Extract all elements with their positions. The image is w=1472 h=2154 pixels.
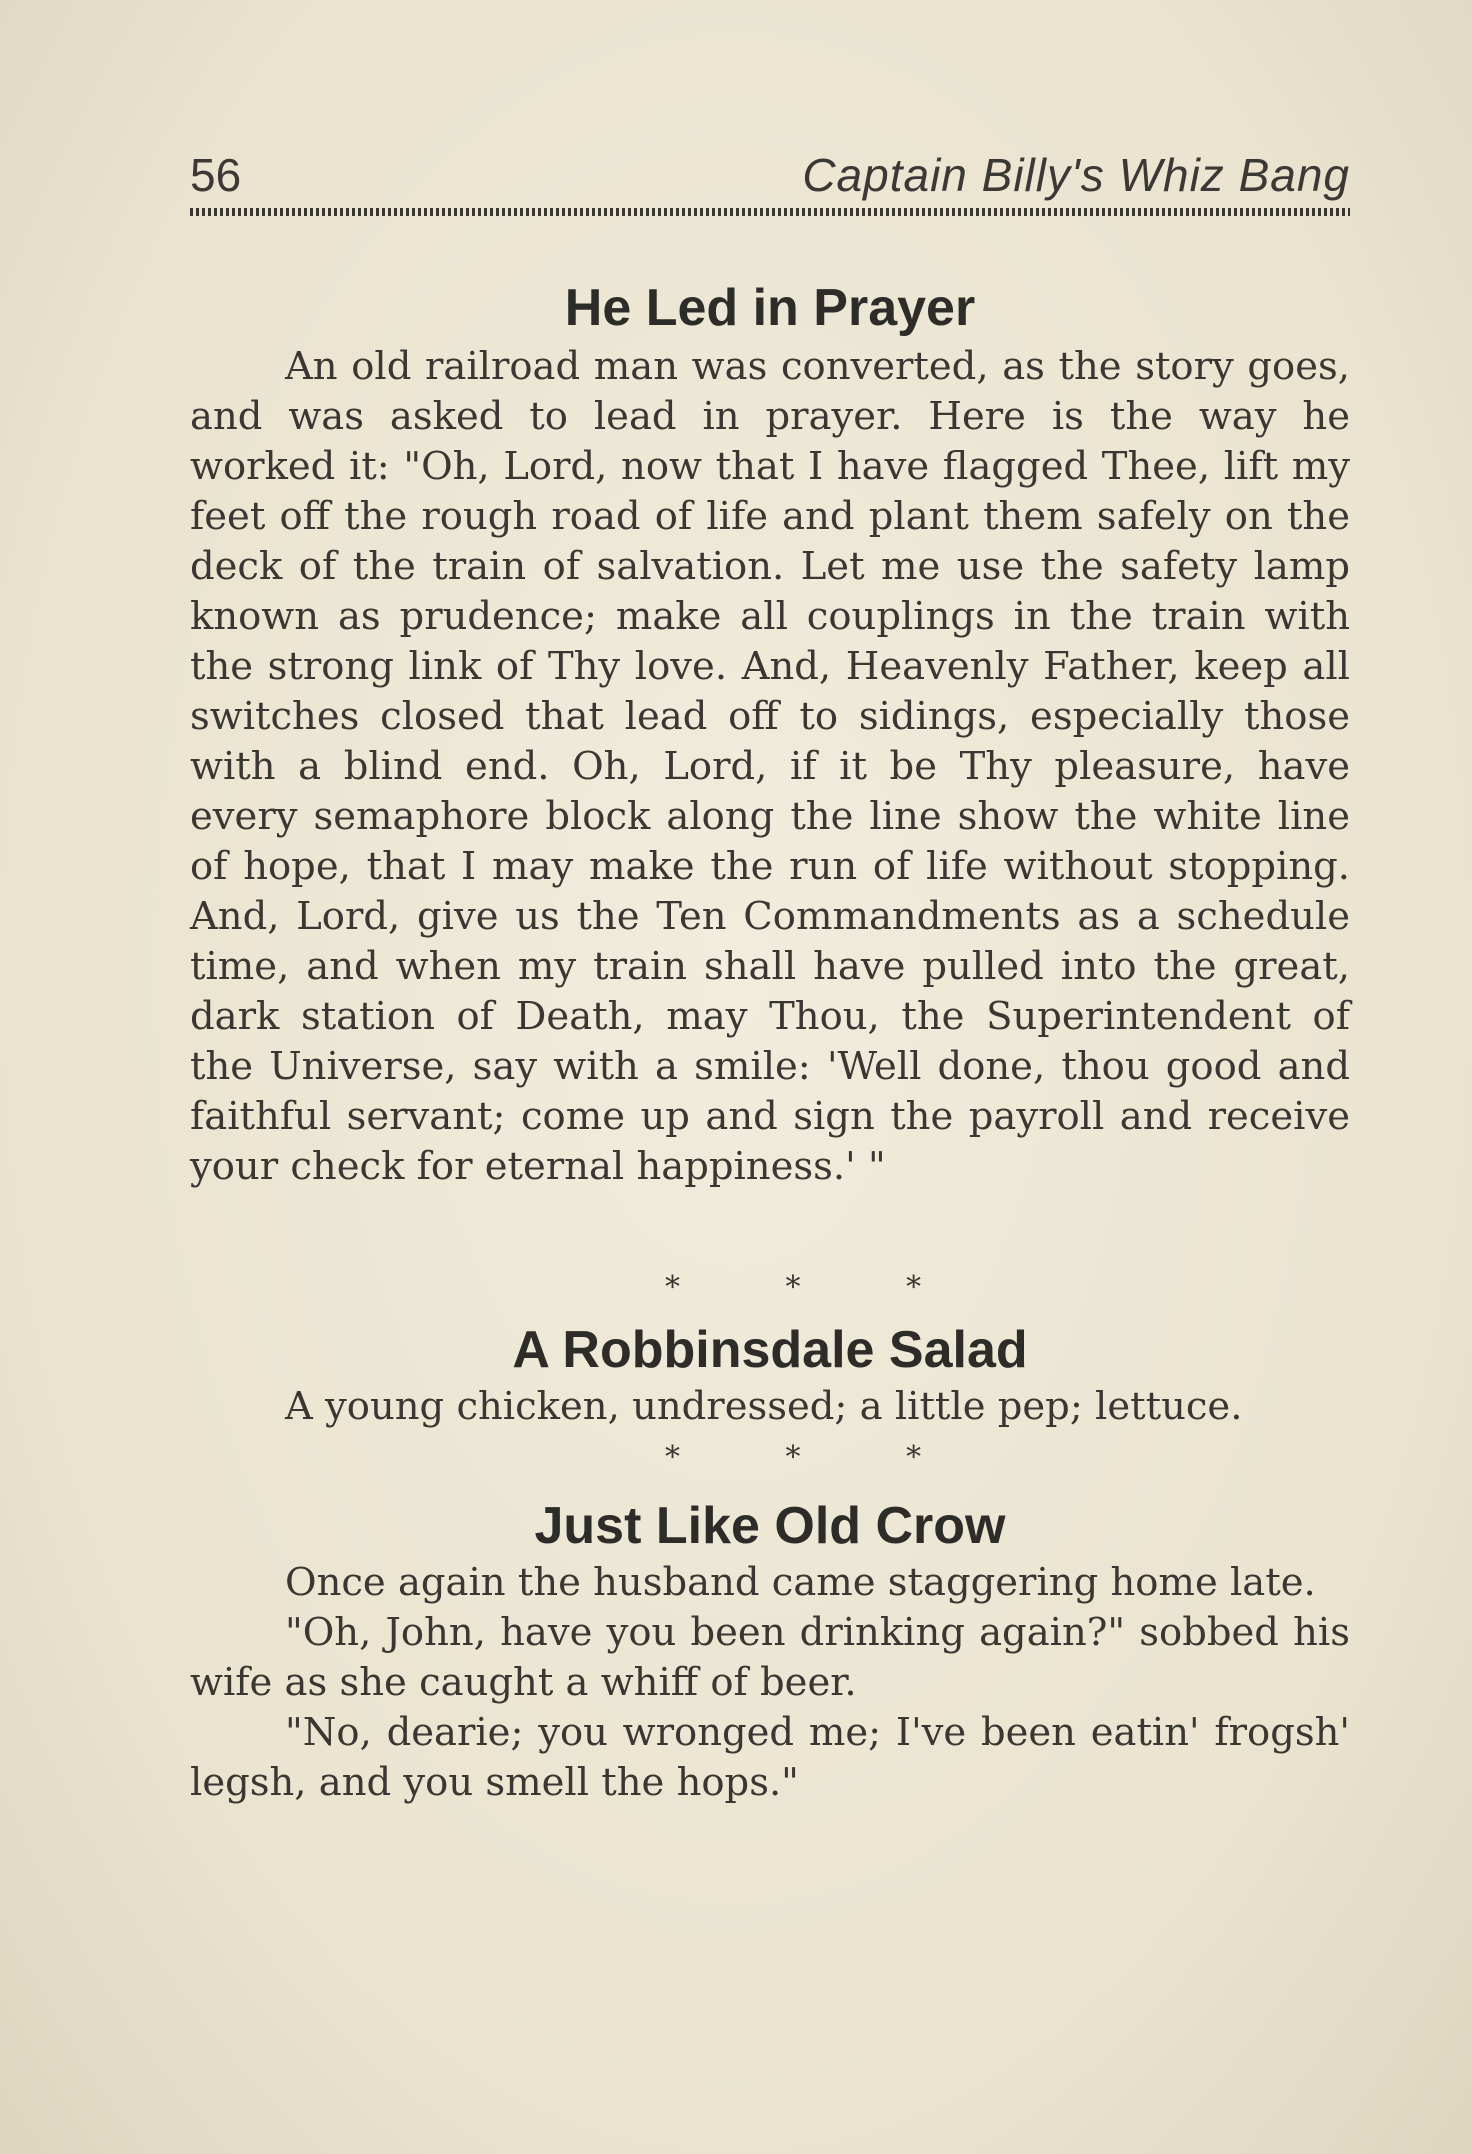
separator-stars: * * * xyxy=(665,1440,970,1475)
page-header xyxy=(190,148,1350,208)
story-just-like-old-crow xyxy=(190,1496,1350,1808)
page-number: 56 xyxy=(190,149,242,201)
story-paragraph: "No, dearie; you wronged me; I've been eatin' frogsh' legsh, and you smell the hops." xyxy=(190,1710,1350,1805)
story-title: A Robbinsdale Salad xyxy=(512,1321,1028,1379)
story-title: Just Like Old Crow xyxy=(534,1497,1006,1555)
running-title: Captain Billy's Whiz Bang xyxy=(802,149,1350,201)
story-paragraph: Once again the husband came staggering home late. xyxy=(285,1560,1316,1605)
story-title: He Led in Prayer xyxy=(564,279,976,337)
story-paragraph: "Oh, John, have you been drinking again?" sobbed his wife as she caught a whiff of beer. xyxy=(190,1610,1350,1705)
header-rule xyxy=(190,208,1350,216)
story-he-led-in-prayer xyxy=(190,278,1350,1192)
separator-stars: * * * xyxy=(665,1270,970,1305)
story-paragraph: A young chicken, undressed; a little pep; lettuce. xyxy=(285,1384,1243,1429)
story-paragraph: An old railroad man was converted, as the story goes, and was asked to lead in prayer. Here is the way he worked it: "Oh, Lord, now that I have flagged Thee, lift my feet off the rough road of life and plant them safely on the deck of the train of salvation. Let me use the safety lamp known as prudence; make all couplings in the train with the strong link of Thy love. And, Heavenly Father, keep all switches closed that lead off to sidings, especially those with a blind end. Oh, Lord, if it be Thy pleasure, have every semaphore block along the line show the white line of hope, that I may make the run of life without stopping. And, Lord, give us the Ten Commandments as a schedule time, and when my train shall have pulled into the great, dark station of Death, may Thou, the Superintendent of the Universe, say with a smile: 'Well done, thou good and faithful servant; come up and sign the payroll and receive your check for eternal happiness.' " xyxy=(190,344,1350,1189)
story-robbinsdale-salad xyxy=(190,1320,1350,1432)
